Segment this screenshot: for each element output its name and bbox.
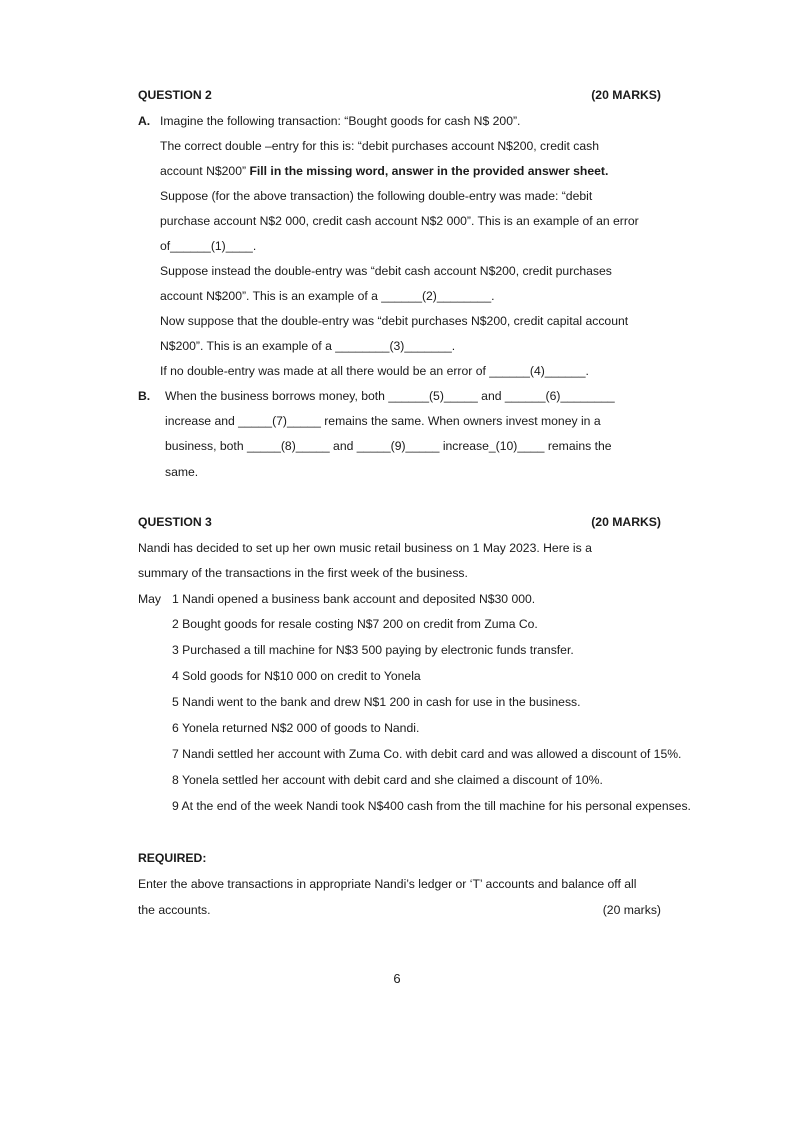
part-a-line-with-instruction: [160, 164, 608, 178]
intro-line: summary of the transactions in the first week of the business.: [138, 566, 468, 580]
answer-instruction: Fill in the missing word, answer in the provided answer sheet.: [249, 164, 609, 178]
part-a-line: Imagine the following transaction: “Bought goods for cash N$ 200”.: [160, 114, 521, 128]
transaction-item: 2 Bought goods for resale costing N$7 200 on credit from Zuma Co.: [172, 617, 538, 631]
transaction-item: 8 Yonela settled her account with debit card and she claimed a discount of 10%.: [172, 773, 603, 787]
part-b-line: business, both _____(8)_____ and _____(9)_____ increase_(10)____ remains the: [165, 439, 612, 453]
part-a-line: Now suppose that the double-entry was “debit purchases N$200, credit capital account: [160, 314, 629, 328]
question-2-marks: (20 MARKS): [591, 88, 661, 102]
page-number: 6: [393, 971, 401, 986]
transaction-item: 1 Nandi opened a business bank account and deposited N$30 000.: [172, 592, 536, 606]
part-a-line: account N$200”: [160, 164, 247, 178]
question-3-marks: (20 MARKS): [591, 515, 661, 529]
question-3-title: QUESTION 3: [138, 515, 212, 529]
part-b-label: B.: [138, 389, 151, 403]
transaction-item: 9 At the end of the week Nandi took N$400 cash from the till machine for his personal expenses.: [172, 799, 691, 813]
part-a-label: A.: [138, 114, 151, 128]
part-a-line-blank-1: of______(1)____.: [160, 239, 257, 253]
part-b-line: increase and _____(7)_____ remains the same. When owners invest money in a: [165, 414, 601, 428]
required-line: Enter the above transactions in appropriate Nandi’s ledger or ‘T’ accounts and balance off all: [138, 877, 637, 891]
part-a-line: The correct double –entry for this is: “debit purchases account N$200, credit cash: [160, 139, 599, 153]
month-label: May: [138, 592, 162, 606]
transaction-item: 7 Nandi settled her account with Zuma Co. with debit card and was allowed a discount of 15%.: [172, 747, 682, 761]
transaction-item: 3 Purchased a till machine for N$3 500 paying by electronic funds transfer.: [172, 643, 574, 657]
part-a-line-blank-2: account N$200”. This is an example of a ______(2)________.: [160, 289, 495, 303]
part-a-line: Suppose instead the double-entry was “debit cash account N$200, credit purchases: [160, 264, 612, 278]
transaction-item: 6 Yonela returned N$2 000 of goods to Nandi.: [172, 721, 420, 735]
part-b-line: When the business borrows money, both ______(5)_____ and ______(6)________: [165, 389, 615, 403]
required-line: the accounts.: [138, 903, 211, 917]
transaction-item: 4 Sold goods for N$10 000 on credit to Yonela: [172, 669, 421, 683]
question-2-title: QUESTION 2: [138, 88, 212, 102]
part-a-line: purchase account N$2 000, credit cash account N$2 000”. This is an example of an error: [160, 214, 639, 228]
transaction-item: 5 Nandi went to the bank and drew N$1 200 in cash for use in the business.: [172, 695, 581, 709]
part-b-line: same.: [165, 465, 199, 479]
required-marks: (20 marks): [602, 903, 661, 917]
required-title: REQUIRED:: [138, 851, 207, 865]
part-a-line: Suppose (for the above transaction) the following double-entry was made: “debit: [160, 189, 593, 203]
part-a-line-blank-4: If no double-entry was made at all there would be an error of ______(4)______.: [160, 364, 589, 378]
intro-line: Nandi has decided to set up her own music retail business on 1 May 2023. Here is a: [138, 541, 592, 555]
part-a-line-blank-3: N$200”. This is an example of a ________(3)_______.: [160, 339, 456, 353]
